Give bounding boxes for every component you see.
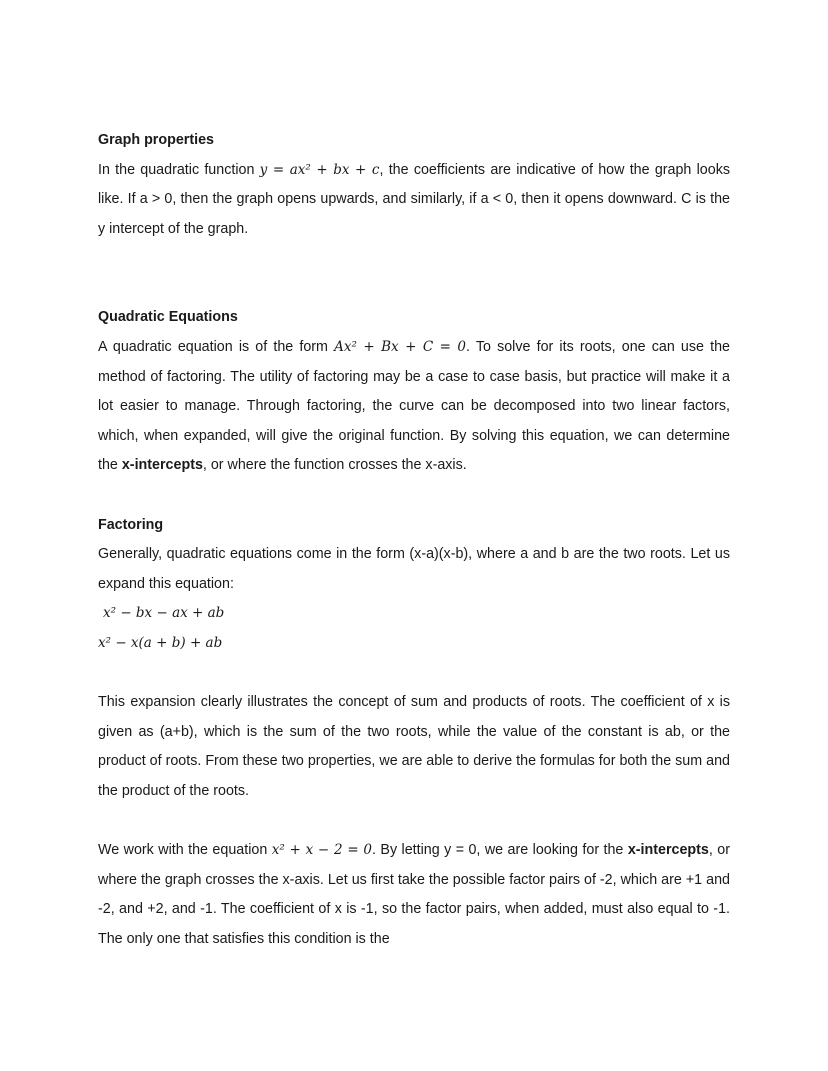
heading-quadratic-equations: Quadratic Equations bbox=[98, 309, 238, 326]
paragraph-graph-properties bbox=[98, 156, 730, 245]
equation-expansion-2: x² − x(a + b) + ab bbox=[98, 634, 223, 651]
math-inline: Ax² + Bx + C = 0 bbox=[334, 338, 466, 355]
paragraph-sum-product: This expansion clearly illustrates the concept of sum and products of roots. The coefficient of x is given as (a+b), which is the sum of the two roots, while the value of the constant is ab, or the product of roots. From these two properties, we are able to derive the formulas for both the sum and the product of the roots. bbox=[98, 694, 730, 799]
math-inline: x² + x − 2 = 0 bbox=[271, 842, 372, 859]
text-segment: , or where the graph crosses the x-axis. Let us first take the possible factor pairs of -2, which are +1 and -2, and +2, and -1. The coefficient of x is -1, so the factor pairs, when added, must also equal to -1. The only one that satisfies this condition is the bbox=[98, 842, 730, 947]
text-segment: , or where the function crosses the x-axis. bbox=[202, 457, 467, 474]
paragraph-factoring-intro: Generally, quadratic equations come in the form (x-a)(x-b), where a and b are the two roots. Let us expand this equation: bbox=[98, 546, 730, 592]
heading-graph-properties: Graph properties bbox=[98, 132, 214, 148]
text-segment: , the coefficients are indicative of how the graph looks like. If a > 0, then the graph opens upwards, and similarly, if a < 0, then it opens downward. C is the y intercept of the graph. bbox=[98, 161, 731, 237]
bold-term: x-intercepts bbox=[121, 457, 203, 474]
bold-term: x-intercepts bbox=[627, 842, 709, 859]
text-segment: In the quadratic function bbox=[98, 161, 260, 178]
spacer bbox=[98, 806, 730, 836]
text-segment: A quadratic equation is of the form bbox=[98, 338, 335, 355]
math-inline: y = ax² + bx + c bbox=[259, 161, 380, 178]
text-segment: . By letting y = 0, we are looking for the bbox=[372, 842, 628, 859]
spacer bbox=[98, 481, 730, 511]
text-segment: We work with the equation bbox=[98, 842, 272, 859]
equation-expansion-1: x² − bx − ax + ab bbox=[103, 605, 225, 622]
text-segment: . To solve for its roots, one can use the method of factoring. The utility of factoring may be a case to case basis, but practice will make it a lot easier to manage. Through factoring, the curve can be decomposed into two linear factors, which, when expanded, will give the original function. By solving this equation, we can determine the bbox=[98, 338, 730, 474]
document-page bbox=[98, 126, 730, 954]
spacer bbox=[98, 244, 730, 303]
paragraph-worked-example bbox=[98, 836, 730, 954]
paragraph-quadratic-equations bbox=[98, 333, 730, 481]
heading-factoring: Factoring bbox=[98, 516, 164, 533]
spacer bbox=[98, 659, 730, 689]
